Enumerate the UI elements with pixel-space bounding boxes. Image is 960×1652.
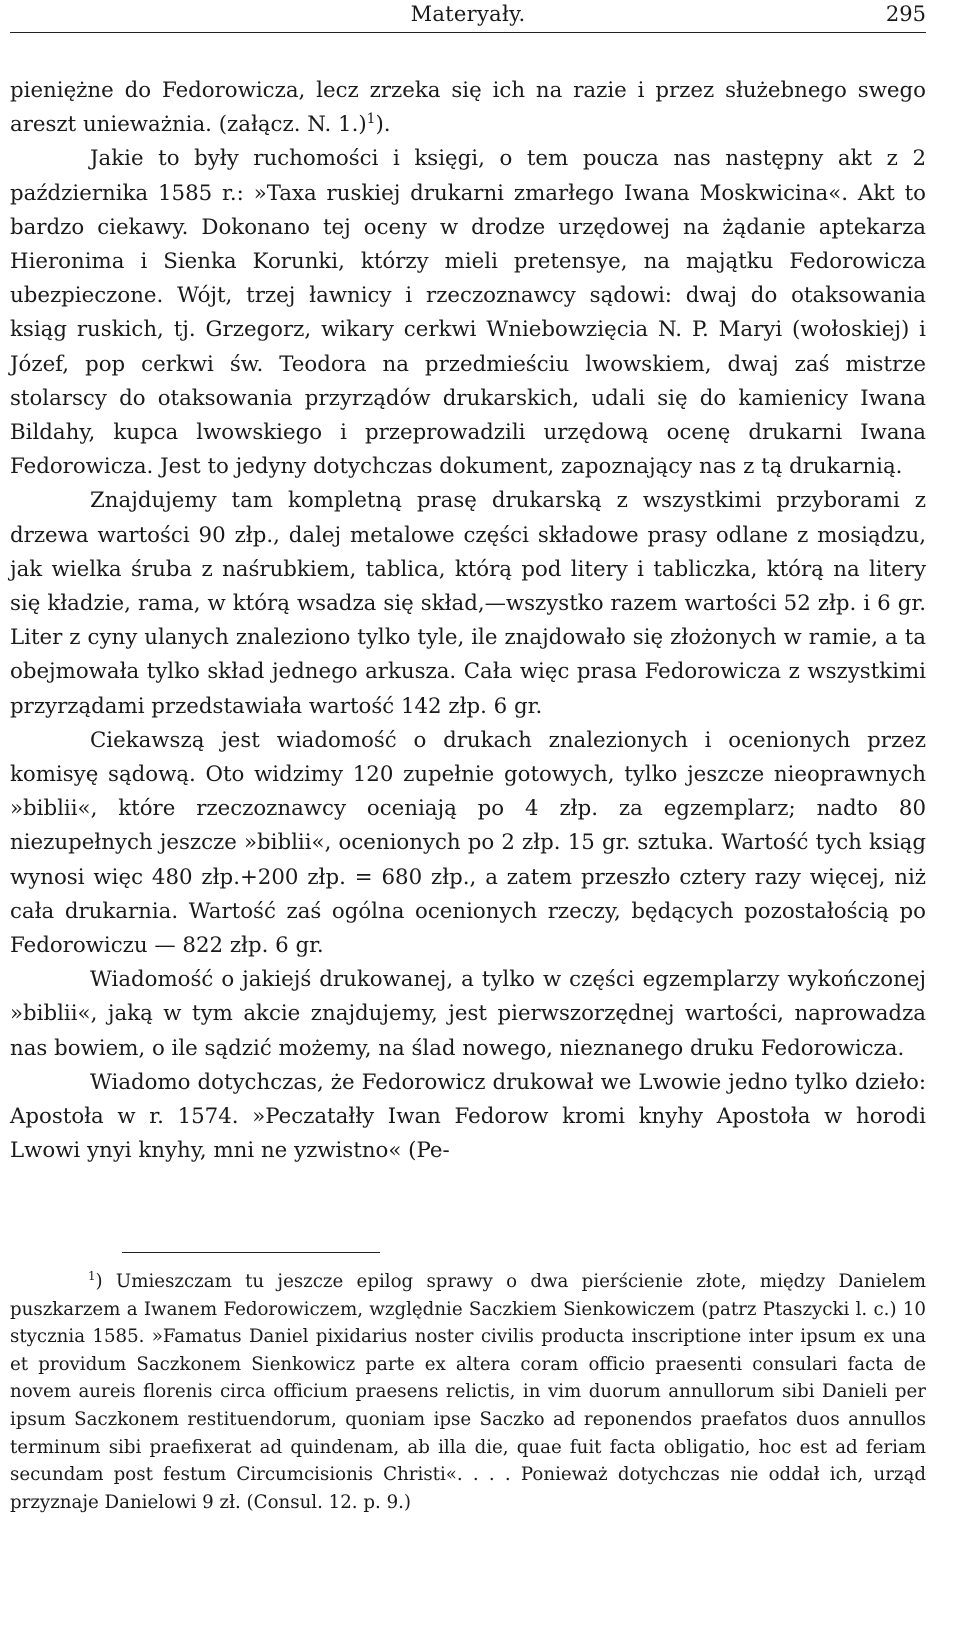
paragraph-1-tail: ). [375, 112, 391, 138]
paragraph-3: Znajdujemy tam kompletną prasę drukarską z wszystkimi przyborami z drzewa wartości 90 złp., dalej metalowe części składowe prasy odlane z mosiądzu, jak wielka śruba z naśrubkiem, tablica, którą pod litery i tabliczka, którą na litery się kładzie, rama, w którą wsadza się skład,—wszystko razem wartości 52 złp. i 6 gr. Liter z cyny ulanych znaleziono tylko tyle, ile znajdowało się złożonych w ramie, a ta obejmowała tylko skład jednego arkusza. Cała więc prasa Fedorowicza z wszystkimi przyrządami przedstawiała wartość 142 złp. 6 gr. [10, 488, 926, 719]
main-text [10, 74, 926, 1169]
footnote-marker: 1 [88, 1268, 96, 1283]
footnote-paragraph [10, 1268, 926, 1516]
paragraph-6: Wiadomo dotychczas, że Fedorowicz drukował we Lwowie jedno tylko dzieło: Apostoła w r. 1574. »Peczatałły Iwan Fedorow kromi knyhy Apostoła w horodi Lwowi ynyi knyhy, mni ne yzwistno« (Pe- [10, 1069, 926, 1164]
paragraph-2: Jakie to były ruchomości i księgi, o tem poucza nas następny akt z 2 października 1585 r.: »Taxa ruskiej drukarni zmarłego Iwana Moskwicina«. Akt to bardzo ciekawy. Dokonano tej oceny w drodze urzędowej na żądanie aptekarza Hieronima i Sienka Korunki, którzy mieli pretensye, na majątku Fedorowicza ubezpieczone. Wójt, trzej ławnicy i rzeczoznawcy sądowi: dwaj do otaksowania ksiąg ruskich, tj. Grzegorz, wikary cerkwi Wniebowzięcia N. P. Maryi (wołoskiej) i Józef, pop cerkwi św. Teodora na przedmieściu lwowskiem, dwaj zaś mistrze stolarscy do otaksowania przyrządów drukarskich, udali się do kamienicy Iwana Bildahy, kupca lwowskiego i przeprowadzili urzędową ocenę drukarni Iwana Fedorowicza. Jest to jedyny dotychczas dokument, zapoznający nas z tą drukarnią. [10, 146, 926, 480]
page-header [10, 2, 926, 33]
footnote [10, 1268, 926, 1516]
paragraph-1 [10, 74, 926, 142]
paragraph-1-text: pieniężne do Fedorowicza, lecz zrzeka się ich na razie i przez służebnego swego areszt unieważnia. (załącz. N. 1.) [10, 78, 926, 138]
footnote-text: ) Umieszczam tu jeszcze epilog sprawy o dwa pierścienie złote, między Danielem puszkarzem a Iwanem Fedorowiczem, względnie Saczkiem Sienkowiczem (patrz Ptaszycki l. c.) 10 stycznia 1585. »Famatus Daniel pixidarius noster civilis producta inscriptione inter ipsum ex una et providum Saczkonem Sienkowicz parte ex altera coram officio praesenti consulari facta de novem aureis florenis circa officium praesens relictis, in vim duorum annullorum sibi Danieli per ipsum Saczkonem restituendorum, quoniam ipse Saczko ad reponendos praefatos duos annullos terminum sibi praefixerat ad quindenam, ab illa die, quae fuit facta obligatio, hoc est ad feriam secundam post festum Circumcisionis Christi«. . . . Ponieważ dotychczas nie oddał ich, urząd przyznaje Danielowi 9 zł. (Consul. 12. p. 9.) [10, 1271, 926, 1513]
footnote-reference: 1 [366, 111, 376, 128]
page-number: 295 [885, 2, 926, 26]
paragraph-5: Wiadomość o jakiejś drukowanej, a tylko w części egzemplarzy wykończonej »biblii«, jaką w tym akcie znajdujemy, jest pierwszorzędnej wartości, naprowadza nas bowiem, o ile sądzić możemy, na ślad nowego, nieznanego druku Fedorowicza. [10, 967, 926, 1061]
footnote-divider [122, 1252, 380, 1253]
running-title: Materyały. [410, 2, 526, 26]
paragraph-4: Ciekawszą jest wiadomość o drukach znalezionych i ocenionych przez komisyę sądową. Oto widzimy 120 zupełnie gotowych, tylko jeszcze nieoprawnych »biblii«, które rzeczoznawcy oceniają po 4 złp. za egzemplarz; nadto 80 niezupełnych jeszcze »biblii«, ocenionych po 2 złp. 15 gr. sztuka. Wartość tych ksiąg wynosi więc 480 złp.+200 złp. = 680 złp., a zatem przeszło cztery razy więcej, niż cała drukarnia. Wartość zaś ogólna ocenionych rzeczy, będących pozostałością po Fedorowiczu — 822 złp. 6 gr. [10, 727, 926, 959]
